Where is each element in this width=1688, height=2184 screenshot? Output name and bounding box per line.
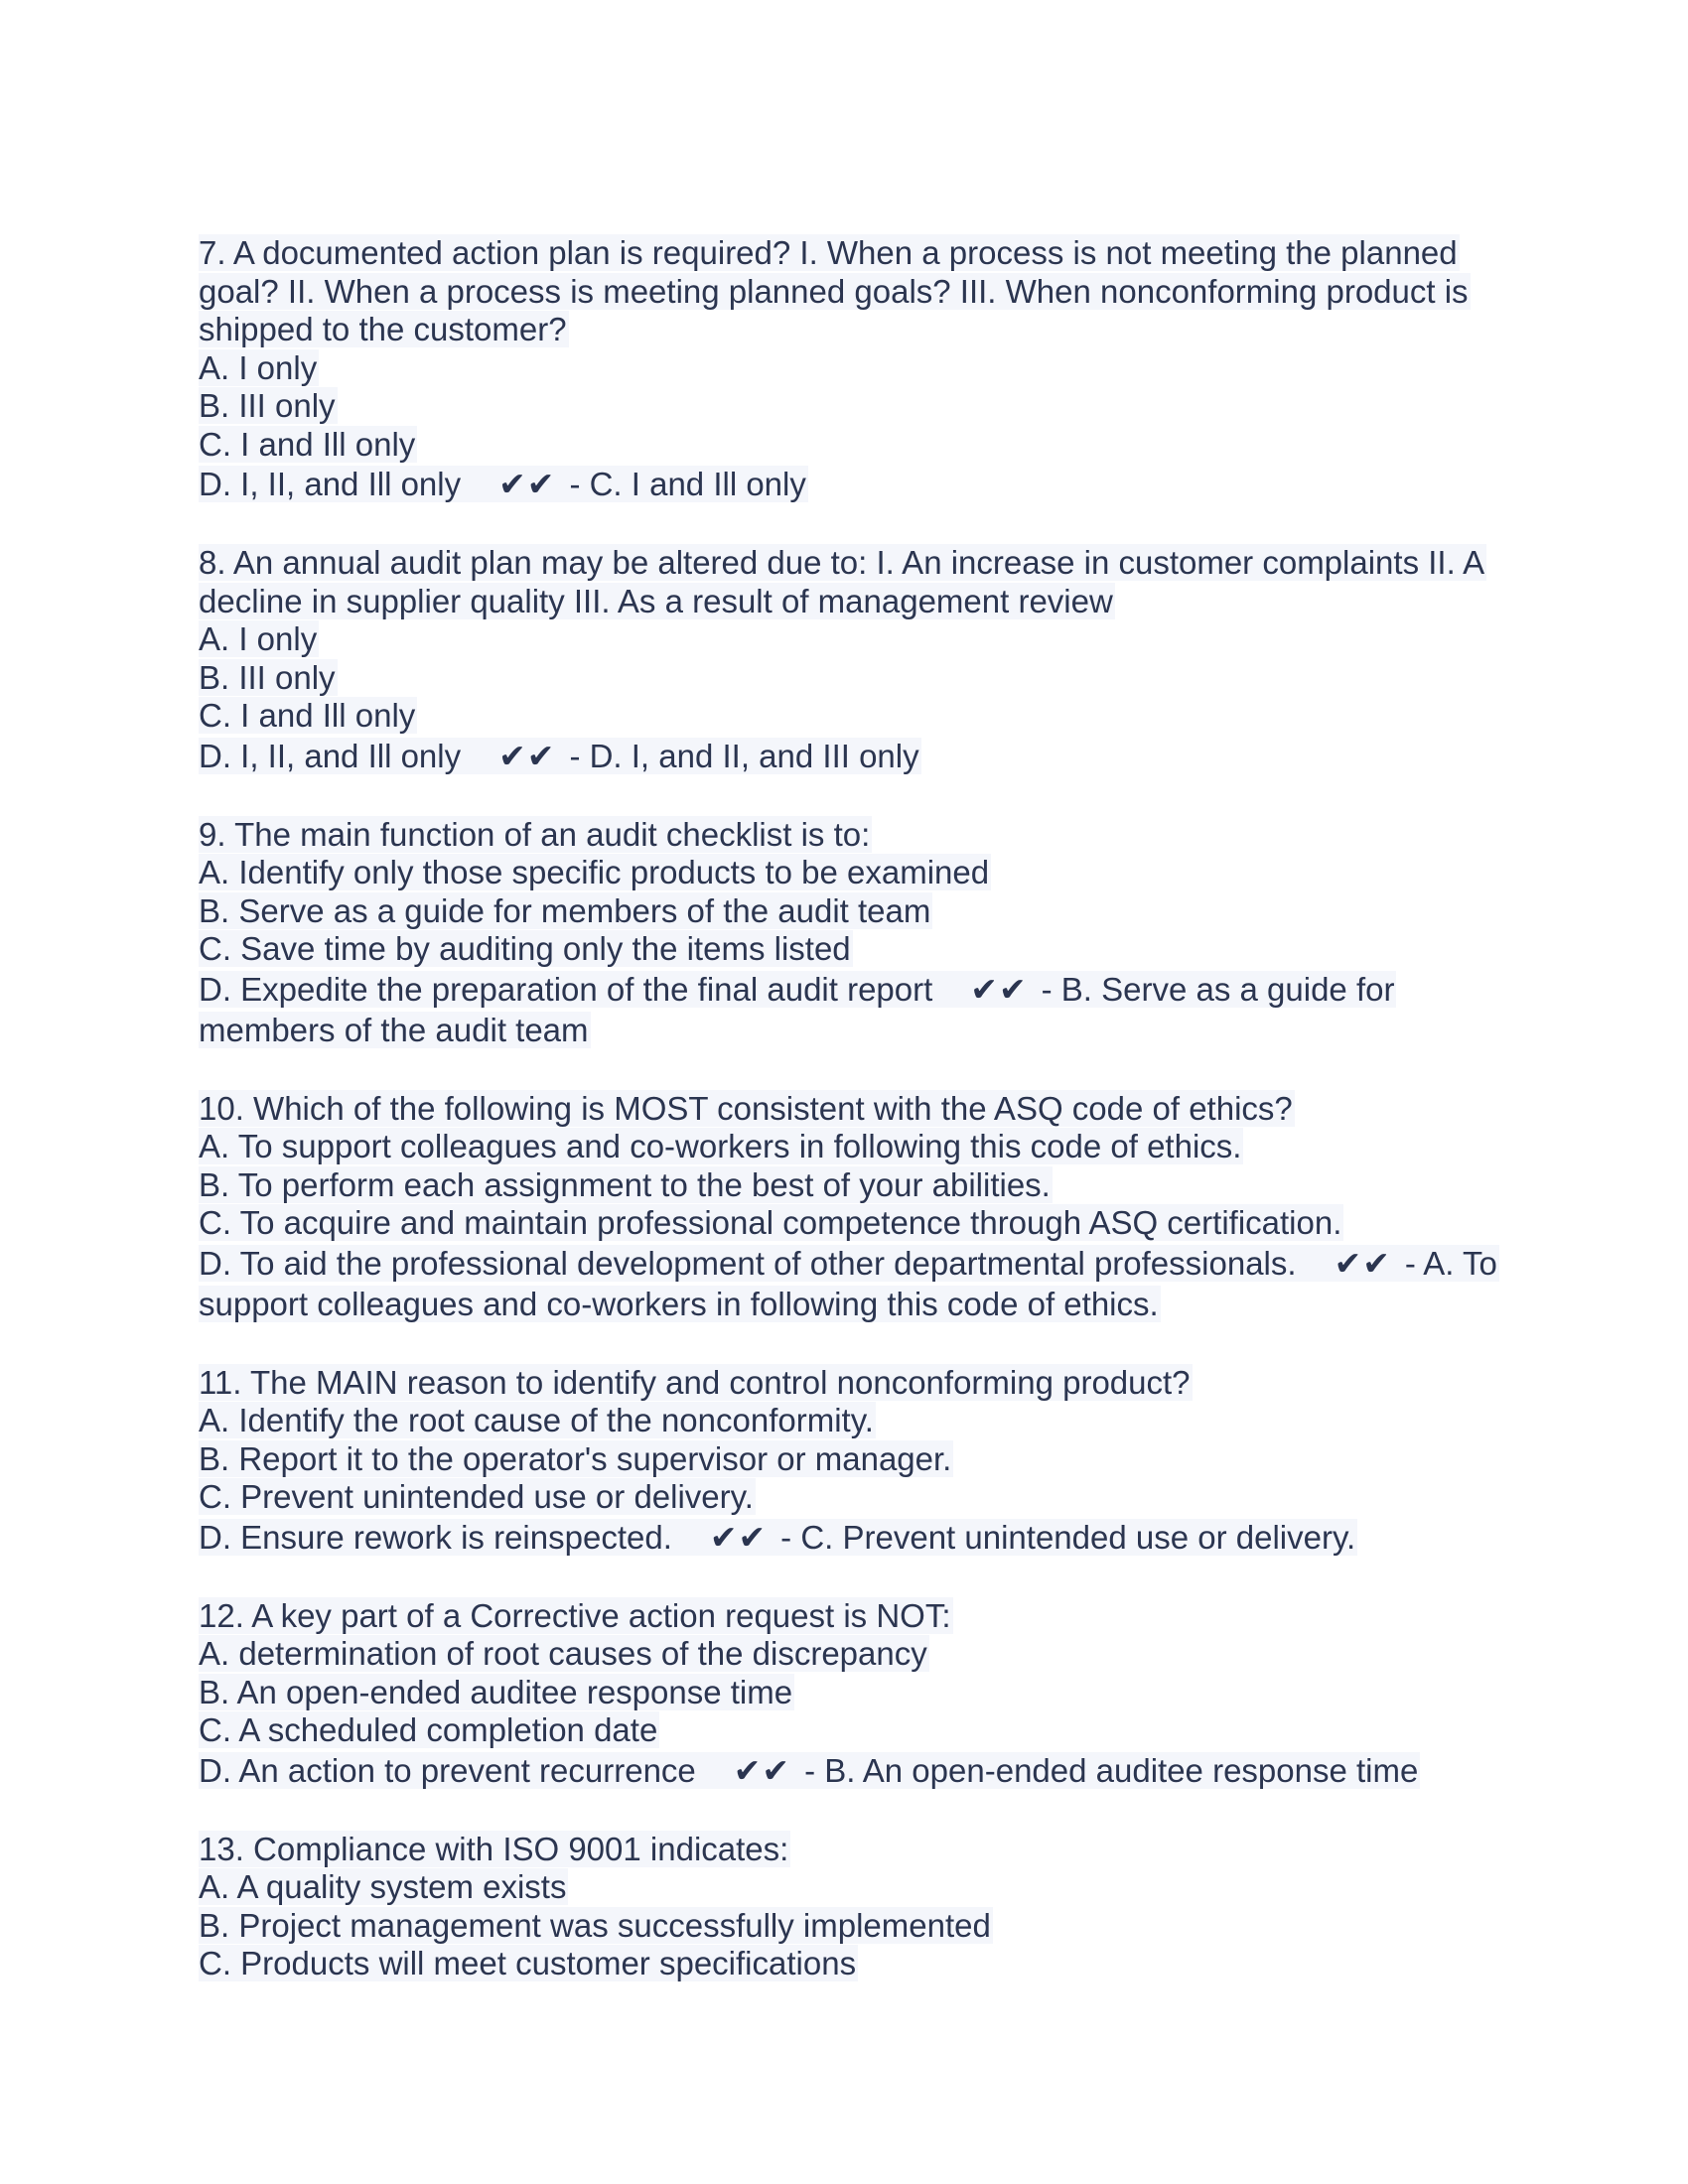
option-d: D. To aid the professional development of other departmental professionals. <box>199 1244 1297 1282</box>
question-text: 9. The main function of an audit checklist is to: <box>199 815 871 853</box>
question-10 <box>199 1090 1509 1324</box>
option-c: C. I and Ill only <box>199 425 416 463</box>
double-check-icon: ✔✔ <box>498 465 556 503</box>
question-text: 12. A key part of a Corrective action request is NOT: <box>199 1596 951 1634</box>
double-check-icon: ✔✔ <box>709 1517 768 1557</box>
option-d: D. An action to prevent recurrence <box>199 1751 696 1789</box>
option-c: C. Save time by auditing only the items listed <box>199 930 851 967</box>
answer-text: - D. I, and II, and III only <box>569 737 919 774</box>
question-8 <box>199 544 1509 776</box>
answer-text: - B. Serve as a guide for members of the audit team <box>199 970 1395 1048</box>
question-7 <box>199 234 1509 504</box>
double-check-icon: ✔✔ <box>733 1750 791 1790</box>
option-d: D. I, II, and Ill only <box>199 466 462 502</box>
question-text: 11. The MAIN reason to identify and control nonconforming product? <box>199 1363 1191 1401</box>
question-text: 8. An annual audit plan may be altered due to: I. An increase in customer complaints II. A decline in supplier quality III. As a result of management review <box>199 544 1485 619</box>
option-b: B. Serve as a guide for members of the audit team <box>199 891 931 929</box>
option-b: B. Report it to the operator's supervisor or manager. <box>199 1439 952 1477</box>
option-b: B. III only <box>199 387 336 424</box>
option-a: A. Identify the root cause of the nonconformity. <box>199 1402 874 1438</box>
option-a: A. Identify only those specific products to be examined <box>199 854 990 890</box>
option-a: A. I only <box>199 348 318 386</box>
double-check-icon: ✔✔ <box>1334 1243 1391 1283</box>
option-c: C. Products will meet customer specifications <box>199 1945 857 1981</box>
option-a: A. I only <box>199 620 318 657</box>
option-a: A. determination of root causes of the discrepancy <box>199 1635 927 1672</box>
option-c: C. A scheduled completion date <box>199 1711 658 1748</box>
question-text: 13. Compliance with ISO 9001 indicates: <box>199 1830 789 1867</box>
option-b: B. To perform each assignment to the best of your abilities. <box>199 1165 1051 1203</box>
option-b: B. III only <box>199 658 336 696</box>
option-c: C. To acquire and maintain professional competence through ASQ certification. <box>199 1204 1342 1241</box>
answer-text: - A. To support colleagues and co-workers in following this code of ethics. <box>199 1244 1497 1322</box>
option-c: C. I and Ill only <box>199 697 416 734</box>
question-text: 7. A documented action plan is required? I. When a process is not meeting the planned goal? II. When a process is meeting planned goals? III. When nonconforming product is shipped to the customer? <box>199 234 1469 347</box>
question-text: 10. Which of the following is MOST consistent with the ASQ code of ethics? <box>199 1089 1293 1127</box>
document-page <box>199 234 1509 2023</box>
option-b: B. An open-ended auditee response time <box>199 1673 793 1710</box>
option-d: D. Ensure rework is reinspected. <box>199 1518 672 1556</box>
option-c: C. Prevent unintended use or delivery. <box>199 1478 754 1515</box>
double-check-icon: ✔✔ <box>498 736 556 775</box>
answer-text: - C. I and Ill only <box>569 466 806 502</box>
question-9 <box>199 816 1509 1050</box>
option-a: A. A quality system exists <box>199 1868 567 1905</box>
answer-text: - C. Prevent unintended use or delivery. <box>780 1518 1356 1556</box>
option-a: A. To support colleagues and co-workers in following this code of ethics. <box>199 1128 1242 1164</box>
option-d: D. I, II, and Ill only <box>199 737 462 774</box>
option-b: B. Project management was successfully implemented <box>199 1906 991 1944</box>
double-check-icon: ✔✔ <box>970 969 1028 1009</box>
question-13 <box>199 1831 1509 1983</box>
answer-text: - B. An open-ended auditee response time <box>804 1751 1419 1789</box>
question-11 <box>199 1364 1509 1558</box>
option-d: D. Expedite the preparation of the final audit report <box>199 970 933 1008</box>
question-12 <box>199 1597 1509 1791</box>
